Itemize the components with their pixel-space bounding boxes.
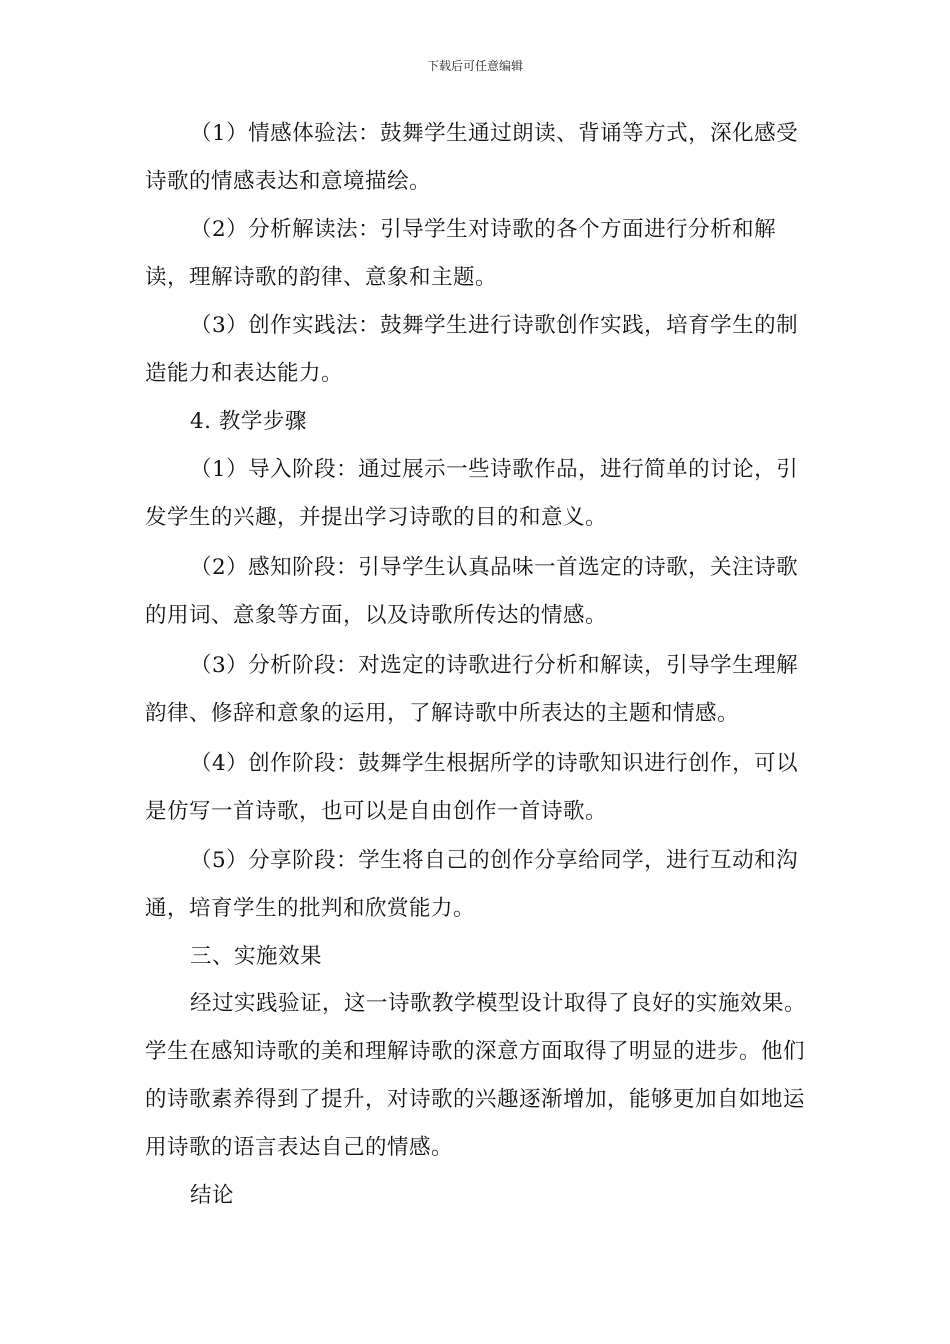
paragraph-implementation-effect: 经过实践验证，这一诗歌教学模型设计取得了良好的实施效果。学生在感知诗歌的美和理解诗歌的深意方面取得了明显的进步。他们的诗歌素养得到了提升，对诗歌的兴趣逐渐增加，能够更加自如地运用诗歌的语言表达自己的情感。 (145, 991, 807, 1160)
paragraph-analysis-stage: （3）分析阶段：对选定的诗歌进行分析和解读，引导学生理解韵律、修辞和意象的运用，了解诗歌中所表达的主题和情感。 (145, 653, 799, 726)
paragraph-intro-stage: （1）导入阶段：通过展示一些诗歌作品，进行简单的讨论，引发学生的兴趣，并提出学习诗歌的目的和意义。 (145, 457, 799, 530)
paragraph-creation-method: （3）创作实践法：鼓舞学生进行诗歌创作实践，培育学生的制造能力和表达能力。 (145, 313, 799, 386)
heading-conclusion: 结论 (190, 1183, 235, 1208)
heading-teaching-steps: 4. 教学步骤 (190, 409, 307, 434)
paragraph-sharing-stage: （5）分享阶段：学生将自己的创作分享给同学，进行互动和沟通，培育学生的批判和欣赏能力。 (145, 848, 799, 921)
page-header-note: 下载后可任意编辑 (426, 59, 523, 73)
paragraph-creation-stage: （4）创作阶段：鼓舞学生根据所学的诗歌知识进行创作，可以是仿写一首诗歌，也可以是自由创作一首诗歌。 (145, 751, 799, 824)
paragraph-analysis-method: （2）分析解读法：引导学生对诗歌的各个方面进行分析和解读，理解诗歌的韵律、意象和主题。 (145, 217, 777, 290)
paragraph-perception-stage: （2）感知阶段：引导学生认真品味一首选定的诗歌，关注诗歌的用词、意象等方面，以及诗歌所传达的情感。 (145, 555, 799, 628)
paragraph-emotion-method: （1）情感体验法：鼓舞学生通过朗读、背诵等方式，深化感受诗歌的情感表达和意境描绘。 (145, 121, 799, 194)
heading-implementation-effect: 三、实施效果 (190, 944, 323, 969)
